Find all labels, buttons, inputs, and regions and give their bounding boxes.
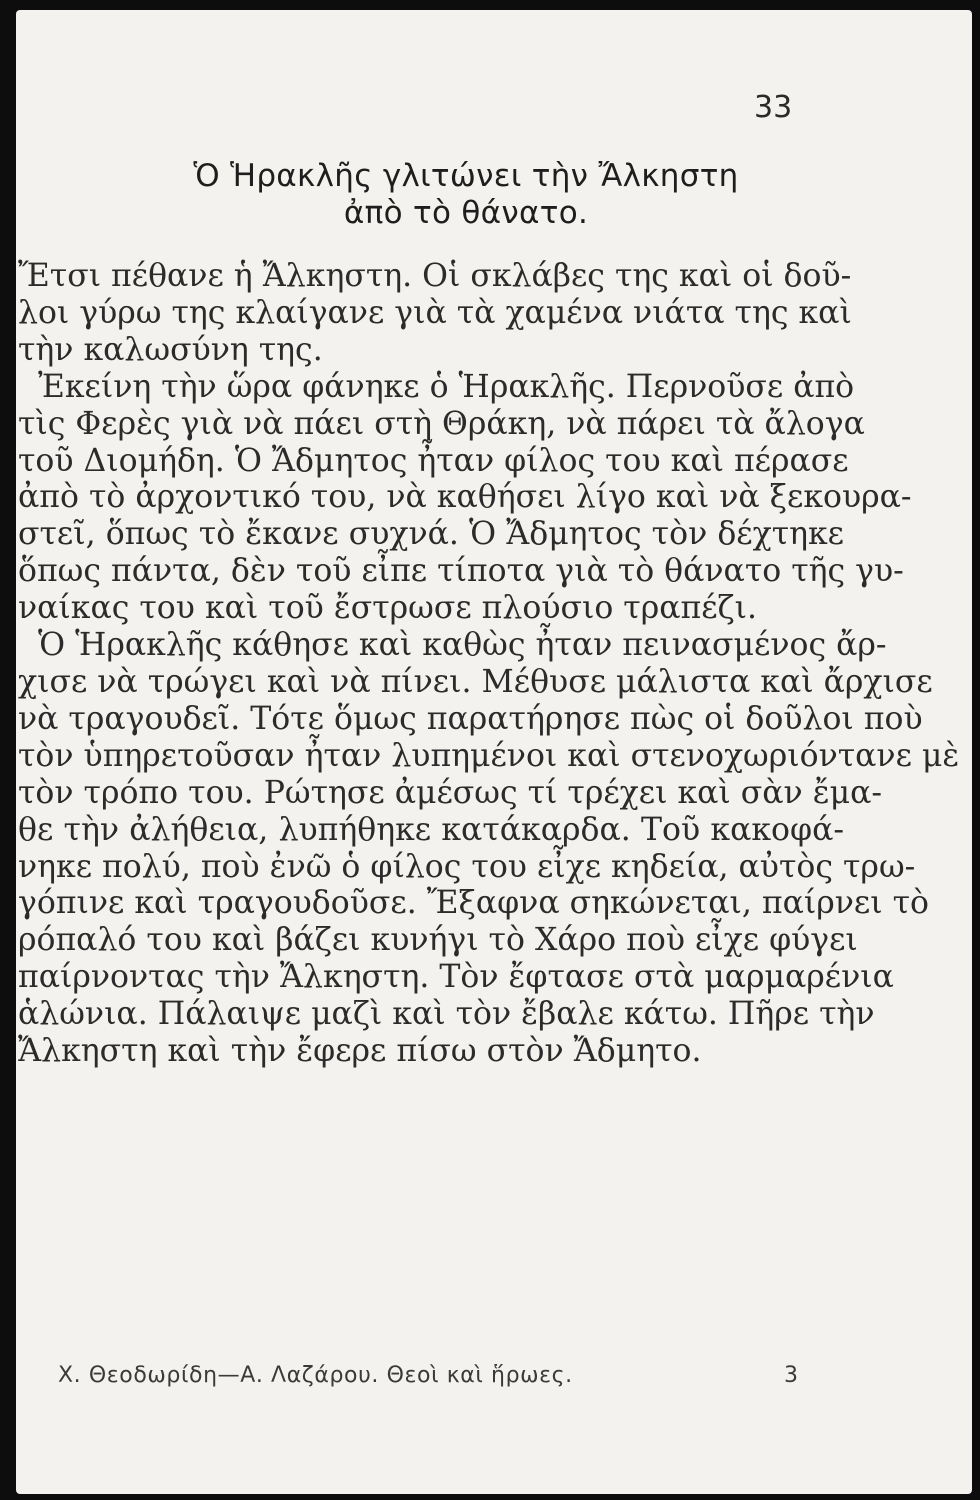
body-text	[18, 258, 960, 1070]
chapter-title	[16, 158, 916, 232]
text-line: παίρνοντας τὴν Ἄλκηστη. Τὸν ἔφτασε στὰ μαρμαρένια	[18, 959, 894, 996]
text-line: θε τὴν ἀλήθεια, λυπήθηκε κατάκαρδα. Τοῦ κακοφά-	[18, 811, 844, 848]
text-line: χισε νὰ τρώγει καὶ νὰ πίνει. Μέθυσε μάλιστα καὶ ἄρχισε	[18, 663, 933, 700]
book-page	[16, 10, 972, 1494]
text-line: τὴν καλωσύνη της.	[18, 331, 323, 368]
text-line: λοι γύρω της κλαίγανε γιὰ τὰ χαμένα νιάτα της καὶ	[18, 294, 852, 331]
text-line: τοῦ Διομήδη. Ὁ Ἄδμητος ἦταν φίλος του καὶ πέρασε	[18, 442, 849, 479]
text-line: ναίκας του καὶ τοῦ ἔστρωσε πλούσιο τραπέζι.	[18, 590, 757, 627]
text-line: Ἄλκηστη καὶ τὴν ἔφερε πίσω στὸν Ἄδμητο.	[18, 1033, 702, 1070]
text-line: γόπινε καὶ τραγουδοῦσε. Ἔξαφνα σηκώνεται, παίρνει τὸ	[18, 885, 929, 922]
chapter-title-line: ἀπὸ τὸ θάνατο.	[343, 195, 589, 231]
text-line: στεῖ, ὅπως τὸ ἔκανε συχνά. Ὁ Ἄδμητος τὸν δέχτηκε	[18, 516, 844, 553]
chapter-title-line: Ὁ Ἡρακλῆς γλιτώνει τὴν Ἄλκηστη	[193, 158, 739, 194]
footer-citation: Χ. Θεοδωρίδη—Α. Λαζάρου. Θεοὶ καὶ ἥρωες.	[58, 1363, 573, 1388]
text-line: ρόπαλό του καὶ βάζει κυνήγι τὸ Χάρο ποὺ εἶχε φύγει	[18, 922, 858, 959]
text-line: ὅπως πάντα, δὲν τοῦ εἶπε τίποτα γιὰ τὸ θάνατο τῆς γυ-	[18, 553, 904, 590]
text-line: ἀπὸ τὸ ἀρχοντικό του, νὰ καθήσει λίγο καὶ νὰ ξεκουρα-	[18, 479, 912, 516]
text-line: τὶς Φερὲς γιὰ νὰ πάει στὴ Θράκη, νὰ πάρει τὰ ἄλογα	[18, 405, 865, 442]
text-line: τὸν ὑπηρετοῦσαν ἦταν λυπημένοι καὶ στενοχωριόντανε μὲ	[18, 737, 960, 774]
text-line: νηκε πολύ, ποὺ ἐνῶ ὁ φίλος του εἶχε κηδεία, αὐτὸς τρω-	[18, 848, 916, 885]
signature-mark: 3	[784, 1363, 798, 1388]
text-line: Ἔτσι πέθανε ἡ Ἄλκηστη. Οἱ σκλάβες της καὶ οἱ δοῦ-	[18, 258, 852, 294]
text-line: νὰ τραγουδεῖ. Τότε ὅμως παρατήρησε πὼς οἱ δοῦλοι ποὺ	[18, 700, 923, 737]
page-number: 33	[754, 90, 793, 125]
text-line: ἁλώνια. Πάλαιψε μαζὶ καὶ τὸν ἔβαλε κάτω. Πῆρε τὴν	[18, 996, 875, 1033]
text-line: Ὁ Ἡρακλῆς κάθησε καὶ καθὼς ἦταν πεινασμένος ἄρ-	[38, 627, 887, 664]
text-line: Ἐκείνη τὴν ὥρα φάνηκε ὁ Ἡρακλῆς. Περνοῦσε ἀπὸ	[38, 368, 855, 405]
text-line: τὸν τρόπο του. Ρώτησε ἀμέσως τί τρέχει καὶ σὰν ἔμα-	[18, 774, 883, 811]
